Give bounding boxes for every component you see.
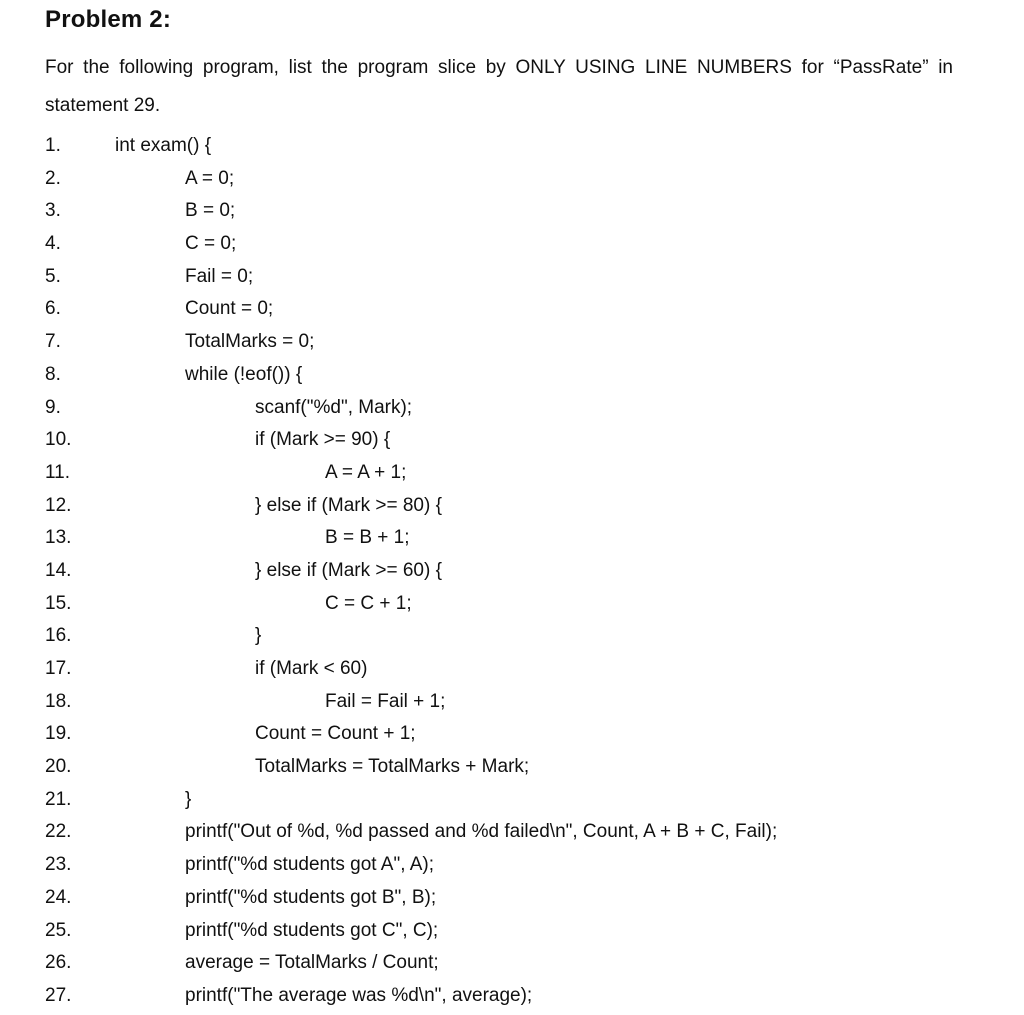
code-text: A = A + 1; bbox=[325, 461, 407, 483]
code-line-5 bbox=[0, 263, 1024, 296]
line-number: 2. bbox=[45, 167, 61, 189]
line-number: 12. bbox=[45, 494, 72, 516]
code-text: C = 0; bbox=[185, 233, 237, 255]
code-line-20 bbox=[0, 753, 1024, 786]
code-text: TotalMarks = TotalMarks + Mark; bbox=[255, 756, 530, 778]
problem-prompt-line-2: statement 29. bbox=[45, 95, 161, 116]
code-line-4 bbox=[0, 230, 1024, 263]
code-line-16 bbox=[0, 622, 1024, 655]
code-line-6 bbox=[0, 295, 1024, 328]
code-line-19 bbox=[0, 720, 1024, 753]
code-line-7 bbox=[0, 328, 1024, 361]
line-number: 4. bbox=[45, 233, 61, 255]
code-line-25 bbox=[0, 917, 1024, 950]
code-line-17 bbox=[0, 655, 1024, 688]
line-number: 16. bbox=[45, 625, 72, 647]
code-text: if (Mark >= 90) { bbox=[255, 429, 391, 451]
code-text: B = B + 1; bbox=[325, 527, 410, 549]
code-line-3 bbox=[0, 197, 1024, 230]
line-number: 14. bbox=[45, 559, 72, 581]
line-number: 8. bbox=[45, 363, 61, 385]
code-text: B = 0; bbox=[185, 200, 236, 222]
line-number: 24. bbox=[45, 886, 72, 908]
code-text: } else if (Mark >= 80) { bbox=[255, 494, 442, 516]
problem-title: Problem 2: bbox=[45, 6, 172, 33]
code-text: printf("Out of %d, %d passed and %d failed\n", Count, A + B + C, Fail); bbox=[185, 821, 778, 843]
problem-prompt-line-1: For the following program, list the program slice by ONLY USING LINE NUMBERS for “PassRate” in bbox=[45, 57, 953, 78]
line-number: 11. bbox=[45, 461, 71, 483]
code-text: } bbox=[255, 625, 262, 647]
code-line-12 bbox=[0, 492, 1024, 525]
code-text: while (!eof()) { bbox=[185, 363, 303, 385]
code-text: printf("%d students got B", B); bbox=[185, 886, 437, 908]
line-number: 26. bbox=[45, 952, 72, 974]
code-line-2 bbox=[0, 165, 1024, 198]
code-line-8 bbox=[0, 361, 1024, 394]
code-text: int exam() { bbox=[115, 135, 212, 156]
code-text: A = 0; bbox=[185, 167, 235, 189]
code-text: C = C + 1; bbox=[325, 592, 412, 614]
line-number: 25. bbox=[45, 919, 72, 941]
line-number: 10. bbox=[45, 429, 72, 451]
code-text: } else if (Mark >= 60) { bbox=[255, 559, 442, 581]
code-text: if (Mark < 60) bbox=[255, 658, 368, 679]
line-number: 23. bbox=[45, 854, 72, 876]
code-line-1 bbox=[0, 132, 1024, 165]
line-number: 5. bbox=[45, 265, 61, 287]
code-line-27 bbox=[0, 982, 1024, 1015]
code-text: Fail = Fail + 1; bbox=[325, 690, 446, 712]
line-number: 22. bbox=[45, 821, 72, 843]
line-number: 3. bbox=[45, 200, 61, 222]
line-number: 13. bbox=[45, 527, 72, 549]
code-text: printf("%d students got A", A); bbox=[185, 854, 435, 876]
line-number: 7. bbox=[45, 331, 61, 353]
line-number: 21. bbox=[45, 788, 72, 810]
line-number: 18. bbox=[45, 690, 72, 712]
code-line-18 bbox=[0, 688, 1024, 721]
line-number: 15. bbox=[45, 592, 72, 614]
code-line-23 bbox=[0, 851, 1024, 884]
line-number: 19. bbox=[45, 723, 72, 745]
line-number: 27. bbox=[45, 984, 72, 1006]
code-text: printf("The average was %d\n", average); bbox=[185, 984, 533, 1006]
code-text: printf("%d students got C", C); bbox=[185, 919, 439, 941]
code-text: Fail = 0; bbox=[185, 265, 254, 287]
code-text: Count = 0; bbox=[185, 298, 274, 320]
line-number: 20. bbox=[45, 756, 72, 778]
code-text: Count = Count + 1; bbox=[255, 723, 416, 745]
line-number: 9. bbox=[45, 396, 61, 418]
code-text: average = TotalMarks / Count; bbox=[185, 952, 439, 974]
code-line-10 bbox=[0, 426, 1024, 459]
code-line-15 bbox=[0, 590, 1024, 623]
code-line-24 bbox=[0, 884, 1024, 917]
code-line-26 bbox=[0, 949, 1024, 982]
code-text: scanf("%d", Mark); bbox=[255, 396, 413, 418]
code-text: } bbox=[185, 788, 192, 810]
code-line-11 bbox=[0, 459, 1024, 492]
code-line-21 bbox=[0, 786, 1024, 819]
code-line-14 bbox=[0, 557, 1024, 590]
code-line-13 bbox=[0, 524, 1024, 557]
line-number: 17. bbox=[45, 658, 72, 679]
code-text: TotalMarks = 0; bbox=[185, 331, 315, 353]
line-number: 1. bbox=[45, 135, 61, 156]
code-line-22 bbox=[0, 818, 1024, 851]
line-number: 6. bbox=[45, 298, 61, 320]
code-line-9 bbox=[0, 394, 1024, 427]
numbered-code-listing bbox=[0, 132, 1024, 1015]
